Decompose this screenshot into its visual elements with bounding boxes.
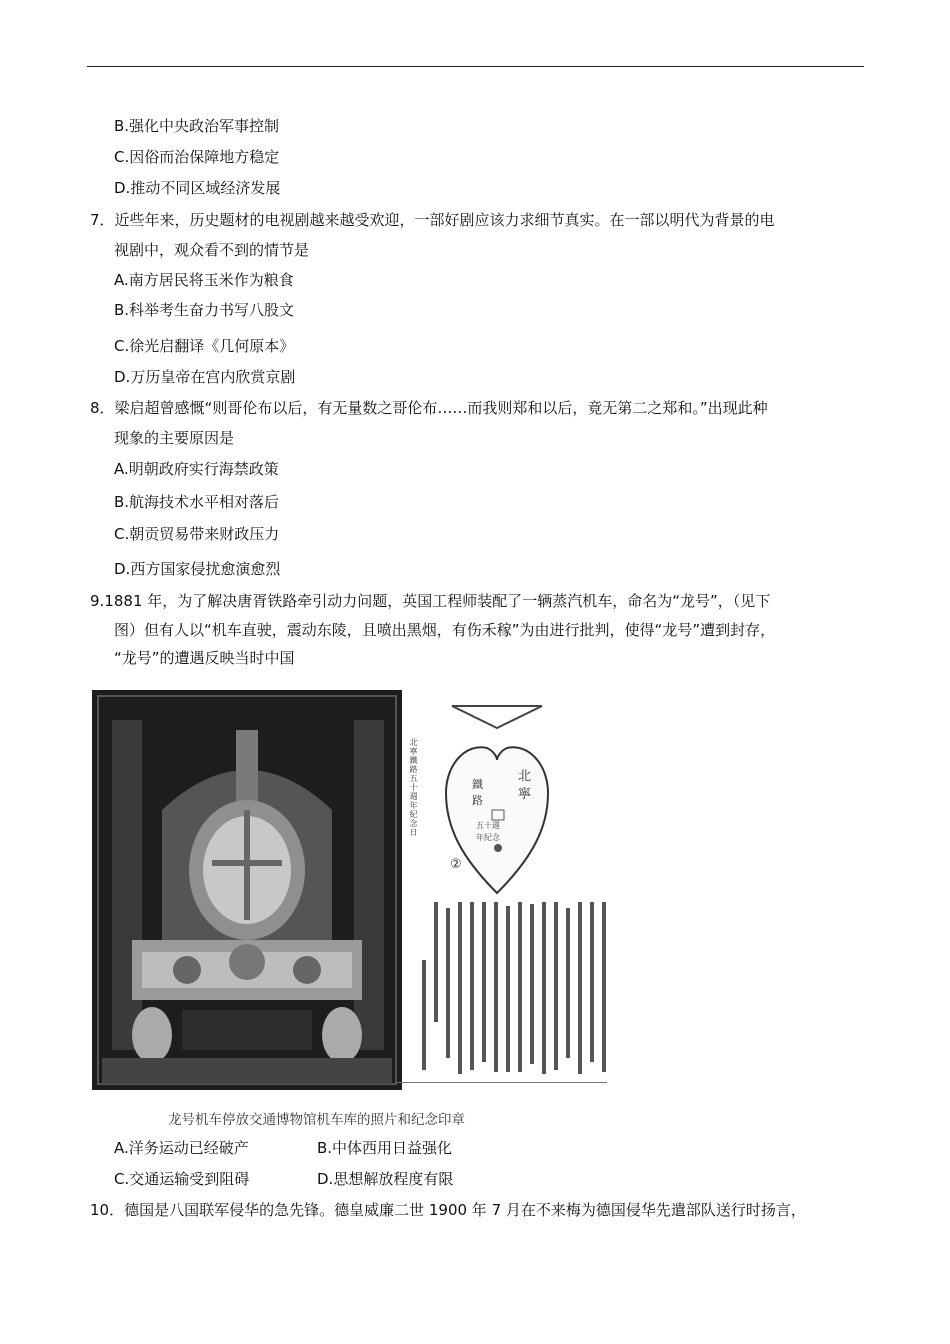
seal-char-bei: 北 <box>518 769 532 784</box>
q9-stem-line3: “龙号”的遭遇反映当时中国 <box>114 649 295 667</box>
q6-option-d: D.推动不同区域经济发展 <box>114 179 281 197</box>
q8-option-d: D.西方国家侵扰愈演愈烈 <box>114 560 281 578</box>
q7-option-c: C.徐光启翻译《几何原本》 <box>114 337 295 355</box>
seal-text-commemoration: 年紀念 <box>476 833 500 842</box>
q8-option-c: C.朝贡贸易带来财政压力 <box>114 525 280 543</box>
q10-stem-line1: 10．德国是八国联军侵华的急先锋。德皇威廉二世 1900 年 7 月在不来梅为德国侵华先遣部队送行时扬言， <box>90 1201 806 1219</box>
q9-option-a: A.洋务运动已经破产 <box>114 1139 249 1157</box>
commemorative-seal <box>442 698 552 898</box>
q7-option-d: D.万历皇帝在宫内欣赏京剧 <box>114 368 296 386</box>
header-rule <box>87 66 864 67</box>
q8-stem-line1: 8．梁启超曾感慨“则哥伦布以后，有无量数之哥伦布……而我则郑和以后，竟无第二之郑和。”出现此种 <box>90 399 768 417</box>
seal-char-ning: 寧 <box>518 787 532 802</box>
locomotive-photo <box>92 690 402 1090</box>
q8-option-a: A.明朝政府实行海禁政策 <box>114 460 279 478</box>
q9-option-b: B.中体西用日益强化 <box>317 1139 453 1157</box>
q9-stem-line1: 9.1881 年，为了解决唐胥铁路牵引动力问题，英国工程师装配了一辆蒸汽机车，命名为“龙号”，（见下 <box>90 592 771 610</box>
q8-stem-line2: 现象的主要原因是 <box>114 429 235 447</box>
q7-option-a: A.南方居民将玉米作为粮食 <box>114 271 294 289</box>
figure-bottom-line <box>397 1082 607 1083</box>
figure-caption: 龙号机车停放交通博物馆机车库的照片和纪念印章 <box>168 1112 465 1128</box>
q7-option-b: B.科举考生奋力书写八股文 <box>114 301 295 319</box>
q8-option-b: B.航海技术水平相对落后 <box>114 493 280 511</box>
q7-stem-line1: 7．近些年来，历史题材的电视剧越来越受欢迎，一部好剧应该力求细节真实。在一部以明代为背景的电 <box>90 211 775 229</box>
article-text-block <box>412 900 612 1080</box>
q6-option-b: B.强化中央政治军事控制 <box>114 117 280 135</box>
q9-option-d: D.思想解放程度有限 <box>317 1170 454 1188</box>
locomotive-illustration <box>92 690 402 1090</box>
seal-number: ② <box>450 857 462 872</box>
q7-stem-line2: 视剧中，观众看不到的情节是 <box>114 241 310 259</box>
q9-figure <box>92 690 612 1090</box>
seal-char-lu: 路 <box>472 794 483 807</box>
seal-text-anniversary: 五十週 <box>476 821 500 830</box>
q6-option-c: C.因俗而治保障地方稳定 <box>114 148 280 166</box>
q9-stem-line2: 图）但有人以“机车直驶，震动东陵，且喷出黑烟，有伤禾稼”为由进行批判，使得“龙号”遭到封存， <box>114 621 776 639</box>
q9-option-c: C.交通运输受到阻碍 <box>114 1170 250 1188</box>
seal-side-note: 北寧鐵路五十週年紀念日 <box>409 738 418 837</box>
seal-char-tie: 鐵 <box>472 778 483 791</box>
